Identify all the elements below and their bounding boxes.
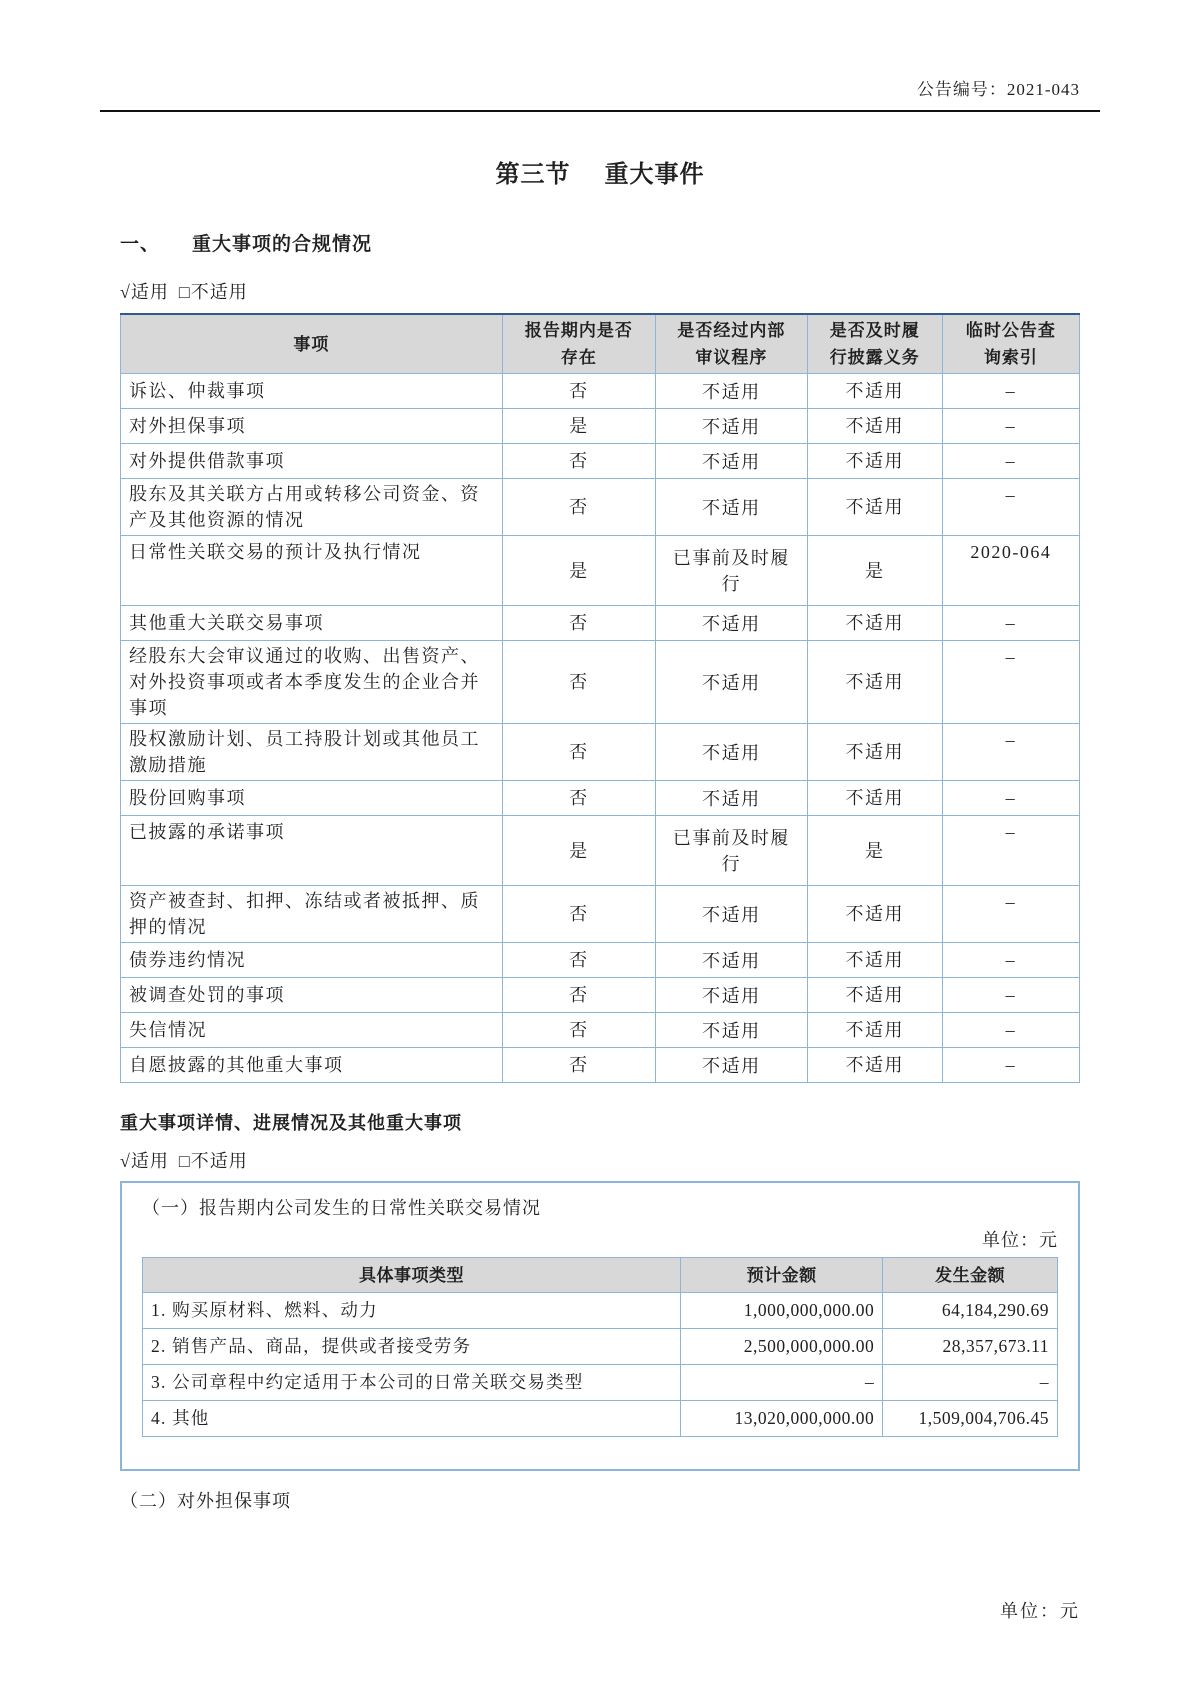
cell-index: 2020-064 [942, 536, 1079, 606]
table-row [121, 1013, 1080, 1048]
cell-exists: 是 [502, 536, 655, 606]
unit-label: 单位：元 [982, 1230, 1058, 1250]
cell-review: 不适用 [656, 943, 808, 978]
table-row [143, 1365, 1058, 1401]
cell-actual: 64,184,290.69 [883, 1293, 1058, 1329]
col-header-type: 具体事项类型 [143, 1258, 681, 1293]
cell-item: 日常性关联交易的预计及执行情况 [121, 536, 503, 606]
cell-item: 其他重大关联交易事项 [121, 606, 503, 641]
cell-item: 已披露的承诺事项 [121, 816, 503, 886]
doc-number: 公告编号：2021-043 [916, 80, 1080, 99]
applicable-line-1 [120, 278, 1080, 304]
cell-disclosure: 不适用 [807, 943, 942, 978]
cell-item: 诉讼、仲裁事项 [121, 374, 503, 409]
related-transactions-body [143, 1293, 1058, 1437]
cell-index: – [942, 943, 1079, 978]
cell-index: – [942, 444, 1079, 479]
cell-exists: 否 [502, 1048, 655, 1083]
cell-disclosure: 不适用 [807, 1048, 942, 1083]
cell-item: 债券违约情况 [121, 943, 503, 978]
cell-expected: 2,500,000,000.00 [681, 1329, 883, 1365]
related-transactions-table [142, 1257, 1058, 1437]
cell-disclosure: 是 [807, 816, 942, 886]
compliance-table [120, 313, 1080, 1083]
cell-item: 对外担保事项 [121, 409, 503, 444]
cell-disclosure: 不适用 [807, 409, 942, 444]
cell-review: 已事前及时履行 [656, 816, 808, 886]
header-rule [100, 110, 1100, 112]
cell-item: 股权激励计划、员工持股计划或其他员工激励措施 [121, 724, 503, 781]
table-row [121, 374, 1080, 409]
cell-disclosure: 不适用 [807, 978, 942, 1013]
cell-disclosure: 不适用 [807, 444, 942, 479]
checkmark-applicable-label: √适用 [120, 1151, 169, 1171]
col-header-index: 临时公告查询索引 [942, 314, 1079, 374]
cell-review: 不适用 [656, 978, 808, 1013]
cell-type: 4. 其他 [143, 1401, 681, 1437]
cell-exists: 否 [502, 943, 655, 978]
cell-disclosure: 不适用 [807, 479, 942, 536]
cell-exists: 否 [502, 886, 655, 943]
cell-exists: 否 [502, 641, 655, 724]
cell-index: – [942, 641, 1079, 724]
col-header-item: 事项 [121, 314, 503, 374]
cell-review: 不适用 [656, 444, 808, 479]
cell-expected: – [681, 1365, 883, 1401]
guarantee-caption: （二）对外担保事项 [120, 1491, 291, 1511]
cell-exists: 否 [502, 724, 655, 781]
cell-item: 对外提供借款事项 [121, 444, 503, 479]
table-row [121, 479, 1080, 536]
cell-index: – [942, 724, 1079, 781]
table-row [121, 409, 1080, 444]
related-transactions-header [143, 1258, 1058, 1293]
cell-exists: 是 [502, 409, 655, 444]
related-transactions-caption: （一）报告期内公司发生的日常性关联交易情况 [142, 1198, 541, 1218]
cell-type: 3. 公司章程中约定适用于本公司的日常关联交易类型 [143, 1365, 681, 1401]
cell-item: 资产被查封、扣押、冻结或者被抵押、质押的情况 [121, 886, 503, 943]
table-row [121, 606, 1080, 641]
section-one-number: 一、 [120, 234, 161, 255]
cell-type: 2. 销售产品、商品，提供或者接受劳务 [143, 1329, 681, 1365]
cell-disclosure: 不适用 [807, 886, 942, 943]
table-row [121, 724, 1080, 781]
cell-review: 不适用 [656, 781, 808, 816]
cell-disclosure: 不适用 [807, 781, 942, 816]
table-row [121, 886, 1080, 943]
col-header-actual: 发生金额 [883, 1258, 1058, 1293]
checkmark-applicable-label: √适用 [120, 282, 169, 302]
cell-item: 被调查处罚的事项 [121, 978, 503, 1013]
cell-review: 不适用 [656, 479, 808, 536]
table-row [121, 444, 1080, 479]
table-row [143, 1329, 1058, 1365]
cell-disclosure: 不适用 [807, 606, 942, 641]
page-title-part2: 重大事件 [604, 161, 705, 188]
unit-label: 单位：元 [1000, 1601, 1080, 1621]
cell-actual: 28,357,673.11 [883, 1329, 1058, 1365]
table-row [143, 1401, 1058, 1437]
cell-review: 不适用 [656, 606, 808, 641]
cell-actual: – [883, 1365, 1058, 1401]
cell-disclosure: 不适用 [807, 724, 942, 781]
cell-exists: 否 [502, 374, 655, 409]
cell-index: – [942, 781, 1079, 816]
table-row [121, 536, 1080, 606]
checkbox-not-applicable-label: □不适用 [178, 282, 248, 302]
table-row [121, 816, 1080, 886]
cell-index: – [942, 374, 1079, 409]
applicable-line-2 [120, 1147, 1080, 1173]
compliance-table-header [121, 314, 1080, 374]
cell-index: – [942, 479, 1079, 536]
compliance-table-body [121, 374, 1080, 1083]
cell-index: – [942, 978, 1079, 1013]
table-row [121, 1048, 1080, 1083]
table-row [143, 1293, 1058, 1329]
cell-exists: 否 [502, 479, 655, 536]
checkbox-not-applicable-label: □不适用 [178, 1151, 248, 1171]
cell-review: 不适用 [656, 724, 808, 781]
cell-exists: 否 [502, 781, 655, 816]
cell-index: – [942, 886, 1079, 943]
cell-index: – [942, 1013, 1079, 1048]
cell-index: – [942, 409, 1079, 444]
page-title-part1: 第三节 [495, 161, 571, 188]
cell-expected: 13,020,000,000.00 [681, 1401, 883, 1437]
cell-review: 不适用 [656, 1013, 808, 1048]
cell-item: 经股东大会审议通过的收购、出售资产、对外投资事项或者本季度发生的企业合并事项 [121, 641, 503, 724]
cell-exists: 是 [502, 816, 655, 886]
cell-expected: 1,000,000,000.00 [681, 1293, 883, 1329]
col-header-expected: 预计金额 [681, 1258, 883, 1293]
cell-disclosure: 不适用 [807, 1013, 942, 1048]
table-row [121, 641, 1080, 724]
cell-review: 不适用 [656, 641, 808, 724]
cell-item: 自愿披露的其他重大事项 [121, 1048, 503, 1083]
cell-disclosure: 不适用 [807, 641, 942, 724]
related-transactions-box [120, 1181, 1080, 1471]
cell-index: – [942, 816, 1079, 886]
cell-exists: 否 [502, 1013, 655, 1048]
col-header-disclosure: 是否及时履行披露义务 [807, 314, 942, 374]
section-one-heading [120, 229, 1080, 256]
header-row [143, 1258, 1058, 1293]
table-row [121, 978, 1080, 1013]
cell-type: 1. 购买原材料、燃料、动力 [143, 1293, 681, 1329]
cell-index: – [942, 1048, 1079, 1083]
cell-review: 不适用 [656, 1048, 808, 1083]
cell-item: 股份回购事项 [121, 781, 503, 816]
cell-actual: 1,509,004,706.45 [883, 1401, 1058, 1437]
col-header-review: 是否经过内部审议程序 [656, 314, 808, 374]
section-one-title: 重大事项的合规情况 [192, 234, 373, 255]
cell-review: 不适用 [656, 409, 808, 444]
cell-exists: 否 [502, 978, 655, 1013]
cell-item: 失信情况 [121, 1013, 503, 1048]
cell-disclosure: 不适用 [807, 374, 942, 409]
page-title [120, 154, 1080, 189]
cell-review: 不适用 [656, 886, 808, 943]
cell-review: 不适用 [656, 374, 808, 409]
cell-review: 已事前及时履行 [656, 536, 808, 606]
cell-index: – [942, 606, 1079, 641]
cell-exists: 否 [502, 606, 655, 641]
header-row [121, 314, 1080, 374]
table-row [121, 781, 1080, 816]
cell-item: 股东及其关联方占用或转移公司资金、资产及其他资源的情况 [121, 479, 503, 536]
col-header-exists: 报告期内是否存在 [502, 314, 655, 374]
table-row [121, 943, 1080, 978]
cell-exists: 否 [502, 444, 655, 479]
cell-disclosure: 是 [807, 536, 942, 606]
details-heading: 重大事项详情、进展情况及其他重大事项 [120, 1113, 462, 1133]
